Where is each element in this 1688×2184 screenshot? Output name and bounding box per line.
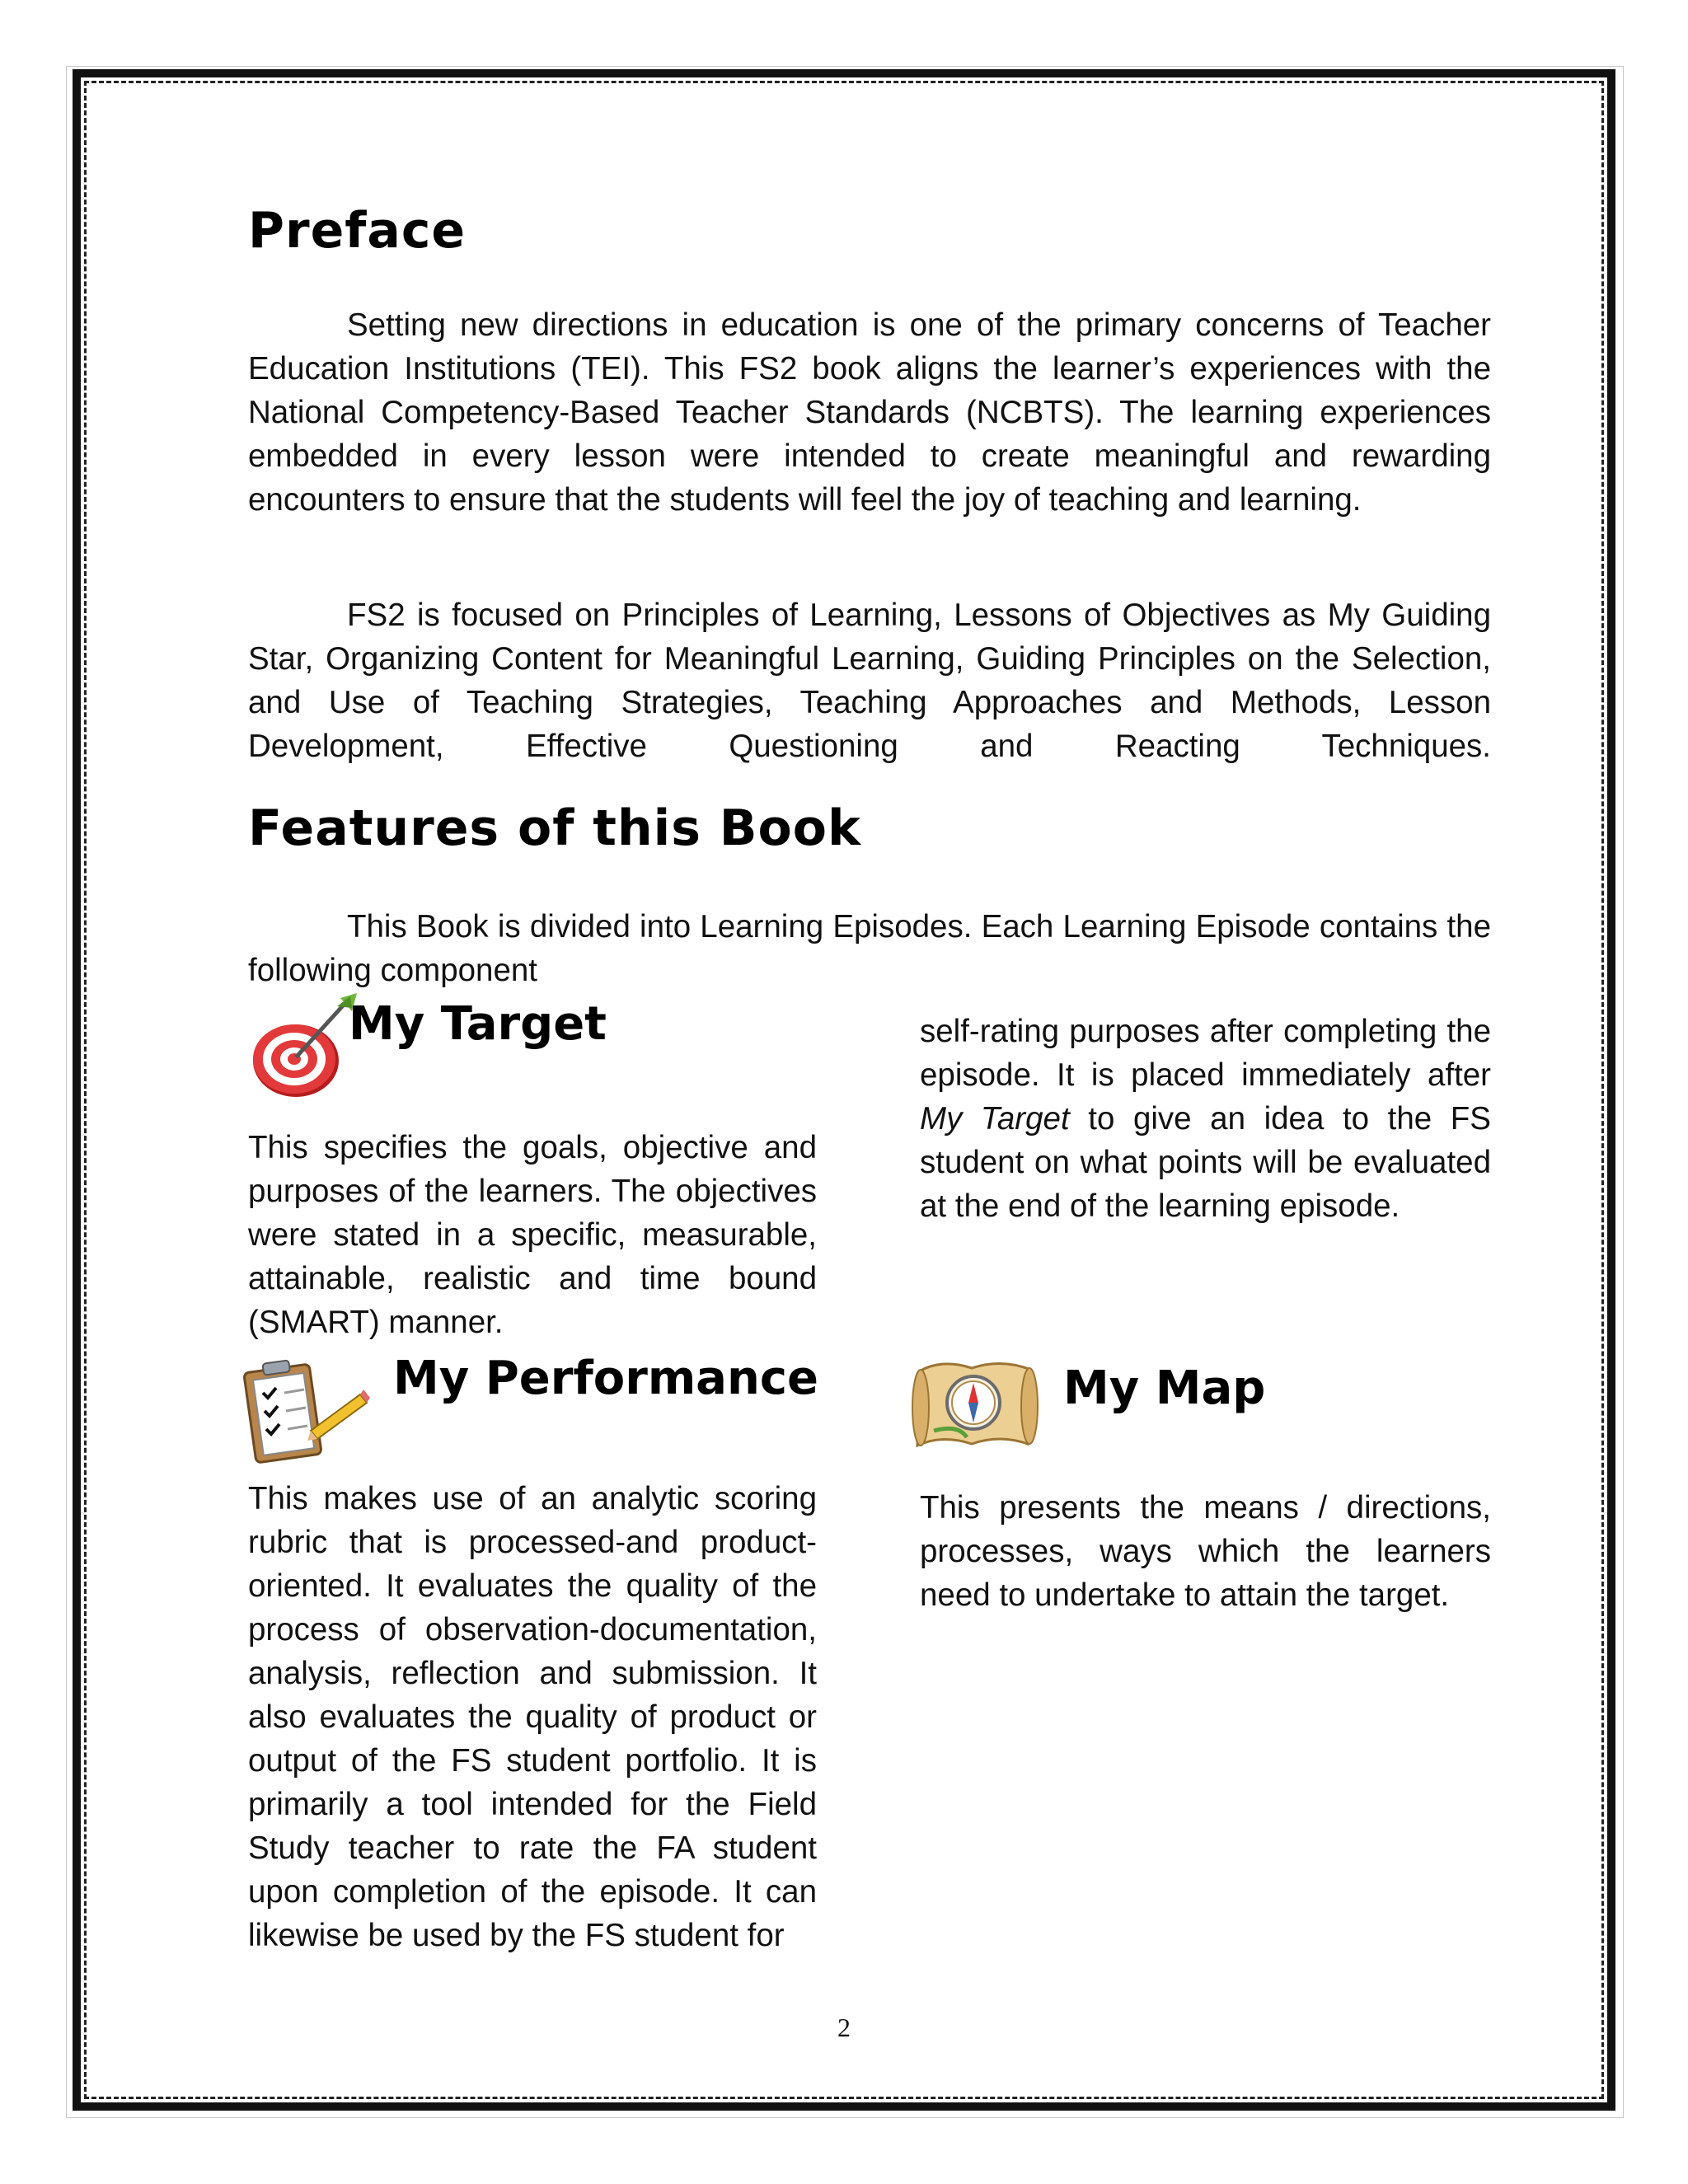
my-map-title: My Map [1063,1361,1266,1415]
my-target-reference: My Target [920,1101,1070,1137]
features-heading: Features of this Book [248,799,861,857]
continuation-text-end: to give an idea to the FS student on what points will be evaluated at the end of the learning episode. [920,1101,1491,1224]
my-performance-description: This makes use of an analytic scoring rubric that is processed-and product-oriented. It evaluates the quality of the process of observation-documentation, analysis, reflection and submission. It also evaluates the quality of product or output of the FS student portfolio. It is primarily a tool intended for the Field Study teacher to rate the FA student upon completion of the episode. It can likewise be used by the FS student for [248,1481,817,1953]
target-dart-icon [248,993,363,1100]
page-number: 2 [837,2013,851,2042]
preface-paragraph-1: Setting new directions in education is one of the primary concerns of Teacher Education Institutions (TEI). This FS2 book aligns the learner’s experiences with the National Competency-Based Teacher Standards (NCBTS). The learning experiences embedded in every lesson were intended to create meaningful and rewarding encounters to ensure that the students will feel the joy of teaching and learning. [248,307,1491,518]
my-target-title: My Target [349,997,607,1051]
preface-paragraph-2: FS2 is focused on Principles of Learning, Lessons of Objectives as My Guiding Star, Organizing Content for Meaningful Learning, Guiding Principles on the Selection, and Use of Teaching Strategies, Teaching Approaches and Methods, Lesson Development, Effective Questioning and Reacting Techniques. [248,598,1491,764]
my-map-description: This presents the means / directions, processes, ways which the learners need to undertake to attain the target. [920,1490,1491,1613]
my-target-description: This specifies the goals, objective and purposes of the learners. The objectives were stated in a specific, measurable, attainable, realistic and time bound (SMART) manner. [248,1130,817,1340]
preface-heading: Preface [248,202,467,260]
my-performance-continuation [920,1010,1491,1228]
continuation-text-start: self-rating purposes after completing the episode. It is placed immediately after [920,1014,1491,1093]
features-intro-paragraph: This Book is divided into Learning Episodes. Each Learning Episode contains the following component [248,909,1491,988]
clipboard-checklist-icon [238,1352,370,1467]
my-performance-title: My Performance [393,1352,819,1405]
map-compass-icon [909,1352,1041,1459]
